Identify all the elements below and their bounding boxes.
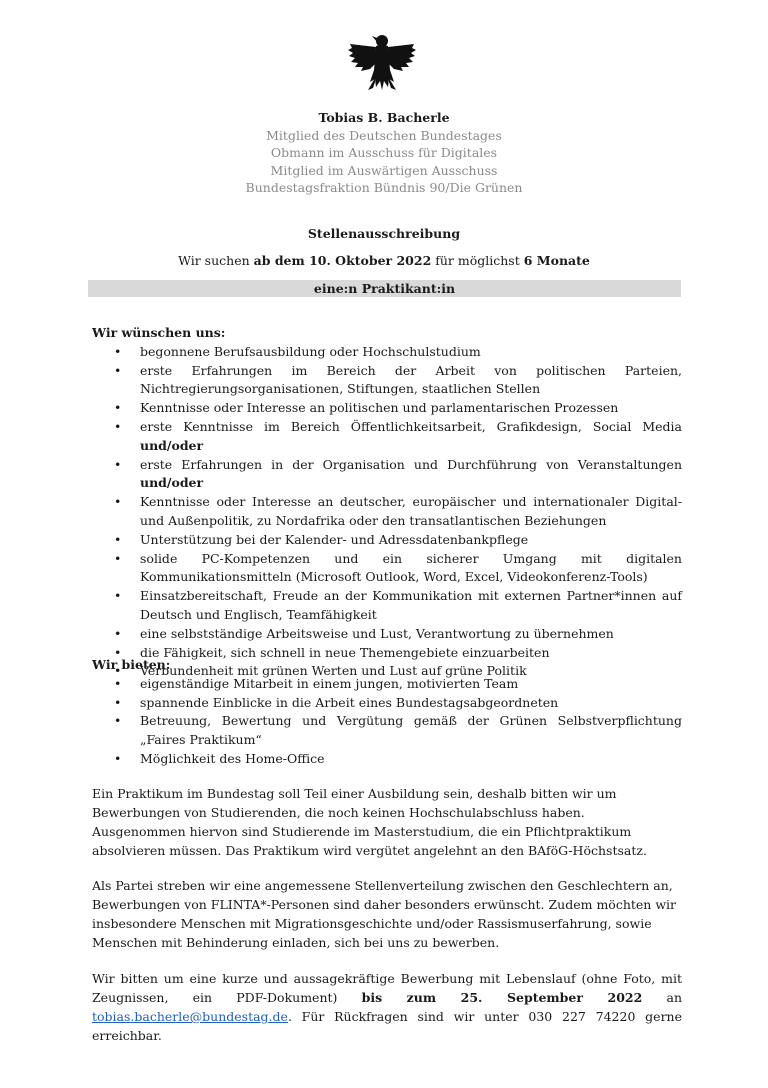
- offers-heading: Wir bieten:: [92, 657, 171, 672]
- list-item: • spannende Einblicke in die Arbeit eines Bundestagsabgeordneten: [92, 694, 682, 713]
- federal-eagle-logo: [346, 30, 418, 96]
- list-item: • Betreuung, Bewertung und Vergütung gemäß der Grünen Selbstverpflichtung „Faires Praktikum“: [92, 712, 682, 750]
- summary-text: für möglichst: [431, 253, 524, 268]
- summary-text: Wir suchen: [178, 253, 254, 268]
- application-paragraph: [92, 969, 682, 1045]
- list-item: • Kenntnisse oder Interesse an politischen und parlamentarischen Prozessen: [92, 399, 682, 418]
- offers-section: [92, 656, 682, 769]
- list-item: • Möglichkeit des Home-Office: [92, 750, 682, 769]
- member-role: Bundestagsfraktion Bündnis 90/Die Grünen: [245, 180, 523, 195]
- list-item: • Verbundenheit mit grünen Werten und Lust auf grüne Politik: [92, 662, 682, 681]
- list-item: • eigenständige Mitarbeit in einem jungen, motivierten Team: [92, 675, 682, 694]
- list-item: • Kenntnisse oder Interesse an deutscher, europäischer und internationaler Digital- und Außenpolitik, zu Nordafrika oder den transatlantischen Beziehungen: [92, 493, 682, 531]
- member-role: Mitglied im Auswärtigen Ausschuss: [270, 162, 498, 178]
- position-summary: [0, 253, 768, 268]
- wishes-heading: Wir wünschen uns:: [92, 325, 226, 340]
- start-date: ab dem 10. Oktober 2022: [253, 253, 432, 268]
- wishes-section: [92, 324, 682, 681]
- member-name: Tobias B. Bacherle: [318, 110, 450, 125]
- list-item: • begonnene Berufsausbildung oder Hochschulstudium: [92, 343, 682, 362]
- offers-list: [92, 675, 682, 769]
- eligibility-paragraph: Ein Praktikum im Bundestag soll Teil einer Ausbildung sein, deshalb bitten wir um Bewerbungen von Studierenden, die noch keinen Hochschulabschluss haben. Ausgenommen hiervon sind Studierende im Masterstudium, die ein Pflichtpraktikum absolvieren müssen. Das Praktikum wird vergütet angelehnt an den BAföG-Höchstsatz.: [92, 786, 647, 858]
- list-item: • Einsatzbereitschaft, Freude an der Kommunikation mit externen Partner*innen auf Deutsch und Englisch, Teamfähigkeit: [92, 587, 682, 625]
- application-deadline: bis zum 25. September 2022: [361, 990, 643, 1005]
- document-title: Stellenausschreibung: [307, 226, 461, 241]
- application-text: an: [642, 990, 682, 1005]
- list-item: • erste Erfahrungen im Bereich der Arbeit von politischen Parteien, Nichtregierungsorganisationen, Stiftungen, staatlichen Stellen: [92, 362, 682, 400]
- email-link[interactable]: tobias.bacherle@bundestag.de: [92, 1009, 288, 1024]
- member-role: Obmann im Ausschuss für Digitales: [270, 145, 498, 160]
- list-item: • solide PC-Kompetenzen und ein sicherer Umgang mit digitalen Kommunikationsmitteln (Microsoft Outlook, Word, Excel, Videokonferenz-Tools): [92, 550, 682, 588]
- duration: 6 Monate: [523, 253, 590, 268]
- diversity-paragraph: Als Partei streben wir eine angemessene Stellenverteilung zwischen den Geschlechtern an, Bewerbungen von FLINTA*-Personen sind daher besonders erwünscht. Zudem möchten wir insbesondere Menschen mit Migrationsgeschichte und/oder Rassismuserfahrung, sowie Menschen mit Behinderung einladen, sich bei uns zu bewerben.: [92, 878, 676, 950]
- letterhead: [0, 109, 768, 197]
- wishes-list: [92, 343, 682, 681]
- list-item: • erste Erfahrungen in der Organisation und Durchführung von Veranstaltungen und/oder: [92, 456, 682, 494]
- member-role: Mitglied des Deutschen Bundestages: [266, 127, 502, 143]
- list-item: • eine selbstständige Arbeitsweise und Lust, Verantwortung zu übernehmen: [92, 625, 682, 644]
- application-text: Wir bitten um eine kurze und aussagekräftige Bewerbung mit Lebenslauf (ohne Foto, mit Zeugnissen, ein PDF-Dokument): [92, 971, 682, 1005]
- application-text: . Für Rückfragen sind wir unter 030 227 74220 gerne erreichbar.: [92, 1009, 682, 1043]
- position-banner: eine:n Praktikant:in: [88, 280, 681, 297]
- list-item: • die Fähigkeit, sich schnell in neue Themengebiete einzuarbeiten: [92, 644, 682, 663]
- list-item: • Unterstützung bei der Kalender- und Adressdatenbankpflege: [92, 531, 682, 550]
- list-item: • erste Kenntnisse im Bereich Öffentlichkeitsarbeit, Grafikdesign, Social Media und/oder: [92, 418, 682, 456]
